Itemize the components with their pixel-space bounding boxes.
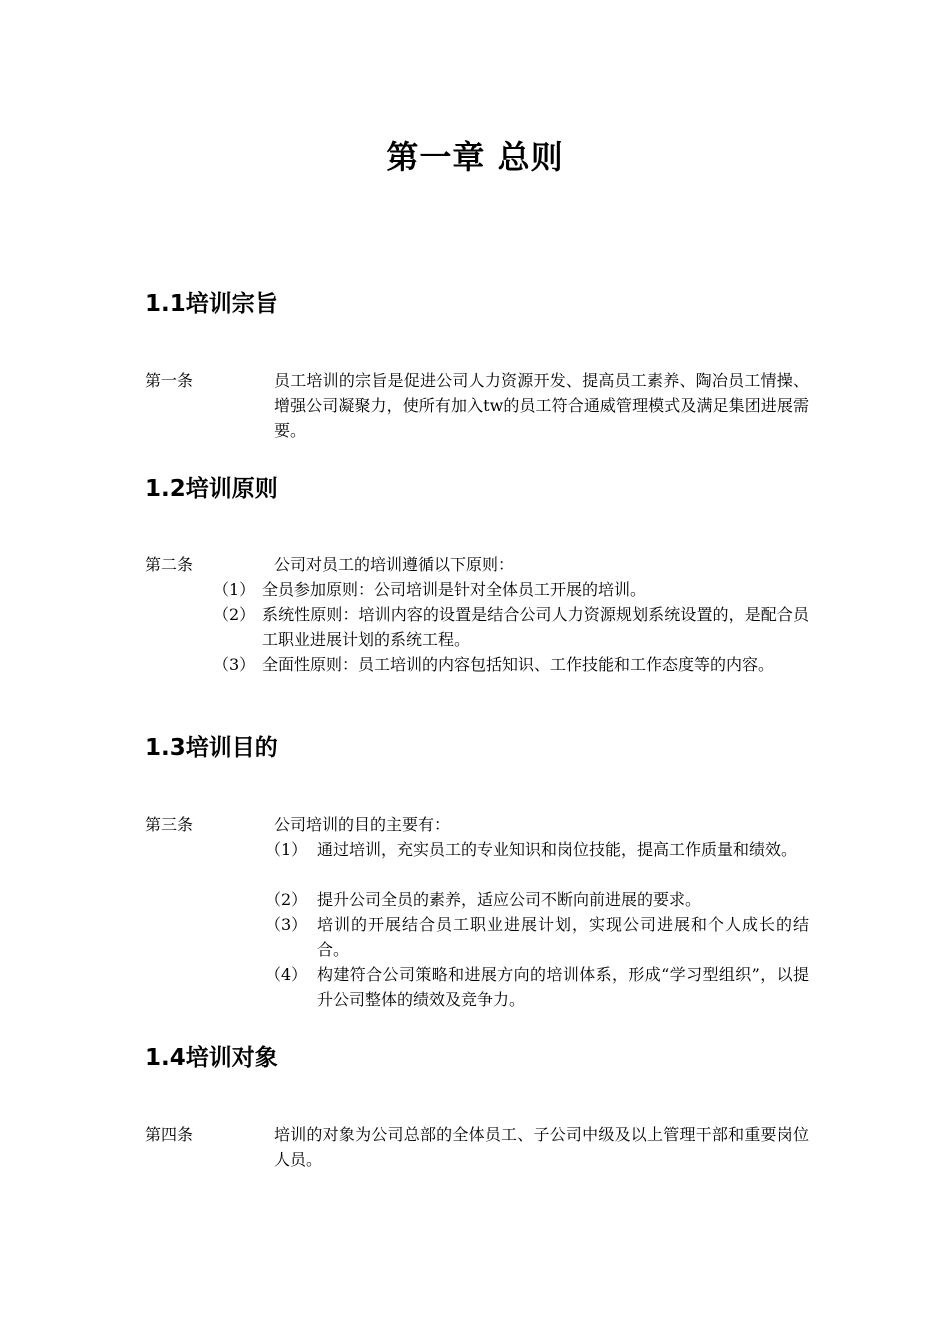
article-intro-2: 公司对员工的培训遵循以下原则： <box>274 555 515 574</box>
list-item-text: 全员参加原则：公司培训是针对全体员工开展的培训。 <box>262 580 647 599</box>
list-item-number: （3） <box>265 915 308 934</box>
article-label-1: 第一条 <box>145 371 194 390</box>
section-heading-1-2: 1.2培训原则 <box>145 476 278 502</box>
list-item-text: 提升公司全员的素养，适应公司不断向前进展的要求。 <box>317 890 702 909</box>
list-item-number: （4） <box>265 965 308 984</box>
list-item-text: 系统性原则：培训内容的设置是结合公司人力资源规划系统设置的，是配合员工职业进展计划的系统工程。 <box>262 605 809 649</box>
article-text-4: 培训的对象为公司总部的全体员工、子公司中级及以上管理干部和重要岗位人员。 <box>274 1125 809 1169</box>
section-heading-1-4: 1.4培训对象 <box>145 1045 278 1071</box>
list-item-number: （3） <box>213 655 256 674</box>
article-label-4: 第四条 <box>145 1125 194 1144</box>
list-item-number: （2） <box>265 890 308 909</box>
chapter-title: 第一章 总则 <box>386 138 564 176</box>
list-item-text: 培训的开展结合员工职业进展计划，实现公司进展和个人成长的结合。 <box>317 915 809 959</box>
section-heading-1-3: 1.3培训目的 <box>145 735 278 761</box>
article-intro-3: 公司培训的目的主要有： <box>274 815 451 834</box>
article-label-2: 第二条 <box>145 555 194 574</box>
list-item-number: （1） <box>265 840 308 859</box>
list-item-text: 构建符合公司策略和进展方向的培训体系，形成“学习型组织”，以提升公司整体的绩效及竞争力。 <box>317 965 809 1009</box>
list-item-number: （2） <box>213 605 256 624</box>
article-label-3: 第三条 <box>145 815 194 834</box>
list-item-text: 通过培训，充实员工的专业知识和岗位技能，提高工作质量和绩效。 <box>317 840 798 859</box>
section-heading-1-1: 1.1培训宗旨 <box>145 291 278 317</box>
list-item-number: （1） <box>213 580 256 599</box>
article-text-1: 员工培训的宗旨是促进公司人力资源开发、提高员工素养、陶冶员工情操、增强公司凝聚力，使所有加入tw的员工符合通威管理模式及满足集团进展需要。 <box>274 371 809 440</box>
list-item-text: 全面性原则：员工培训的内容包括知识、工作技能和工作态度等的内容。 <box>262 655 775 674</box>
